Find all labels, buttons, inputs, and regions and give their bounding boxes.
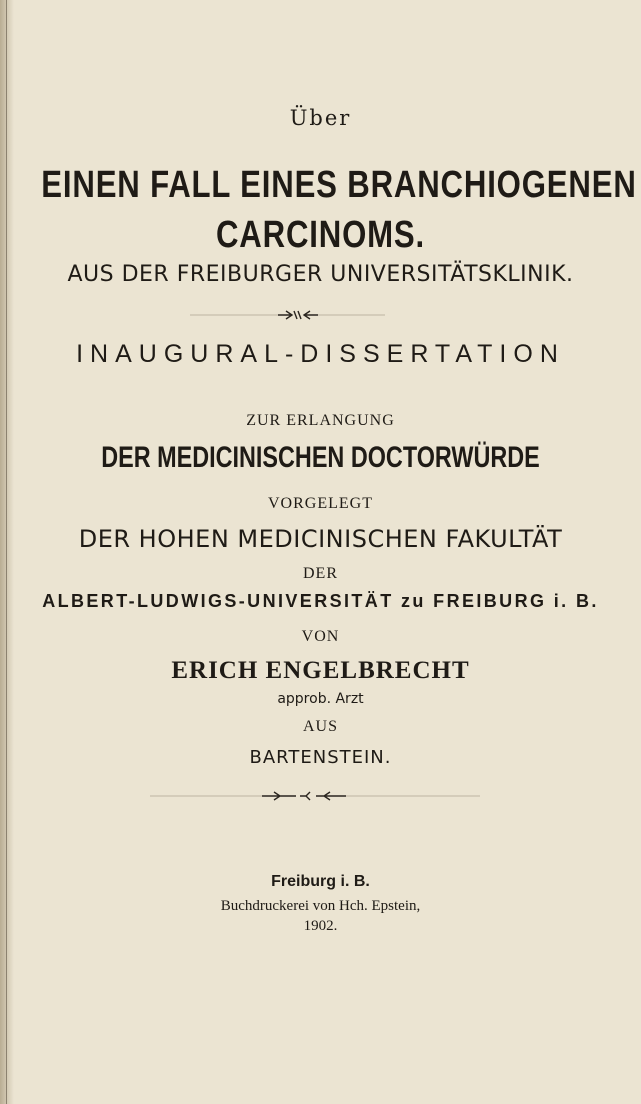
author-hometown: BARTENSTEIN.: [249, 747, 392, 768]
university-line: ALBERT-LUDWIGS-UNIVERSITÄT zu FREIBURG i. B.: [42, 591, 599, 611]
from-label: AUS: [302, 718, 338, 735]
binding-edge: [0, 0, 14, 1104]
over-title: Über: [289, 106, 352, 130]
submitted-label: VORGELEGT: [268, 495, 373, 512]
divider-ornament-bottom: [0, 786, 641, 806]
dissertation-heading: INAUGURAL-DISSERTATION: [76, 340, 565, 368]
publication-year: 1902.: [303, 918, 338, 934]
author-name: ERICH ENGELBRECHT: [171, 657, 470, 684]
clinic-subtitle: AUS DER FREIBURGER UNIVERSITÄTSKLINIK.: [67, 262, 574, 287]
divider-ornament-top: [0, 305, 641, 325]
main-title-line-1: EINEN FALL EINES BRANCHIOGENEN: [41, 164, 637, 206]
binding-line: [6, 0, 7, 1104]
faculty-line: DER HOHEN MEDICINISCHEN FAKULTÄT: [78, 525, 563, 553]
main-title-line-2: CARCINOMS.: [215, 214, 425, 256]
degree-line: DER MEDICINISCHEN DOCTORWÜRDE: [101, 441, 540, 474]
purpose-intro: ZUR ERLANGUNG: [246, 412, 395, 429]
printer-name: Buchdruckerei von Hch. Epstein,: [220, 898, 421, 914]
author-qualification: approb. Arzt: [277, 691, 364, 707]
of-label: DER: [303, 565, 338, 582]
imprint-city: Freiburg i. B.: [271, 873, 370, 890]
by-label: VON: [301, 628, 340, 645]
